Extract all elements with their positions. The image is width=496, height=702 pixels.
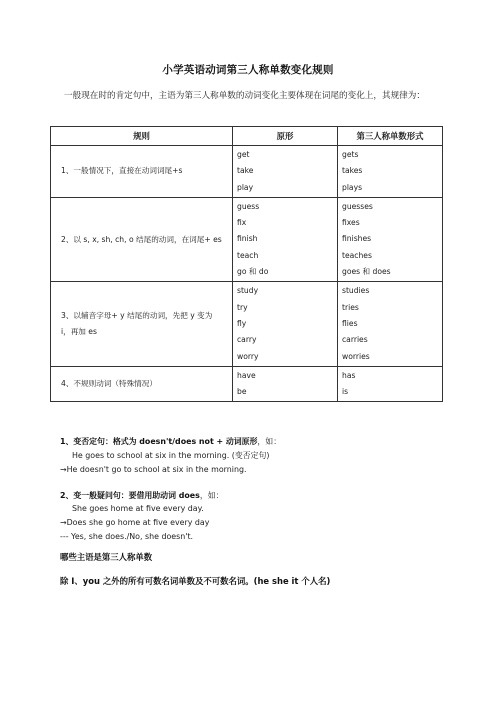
negative-example: He goes to school at six in the morning. (变否定句) bbox=[72, 451, 270, 460]
negative-suffix: ，如： bbox=[257, 437, 282, 446]
base-form: fix bbox=[237, 218, 247, 228]
base-form: fly bbox=[237, 318, 247, 328]
third-person-cell bbox=[338, 282, 443, 366]
base-form: get bbox=[237, 150, 250, 159]
negative-answer: →He doesn't go to school at six in the morning. bbox=[60, 465, 247, 474]
base-form: play bbox=[237, 182, 254, 192]
base-form-cell bbox=[233, 146, 338, 198]
question-example: She goes home at five every day. bbox=[72, 504, 204, 513]
negative-rule bbox=[60, 436, 281, 447]
third-person-form: fixes bbox=[342, 218, 360, 228]
question-answer: →Does she go home at five every day bbox=[60, 518, 210, 527]
base-form-cell bbox=[233, 282, 338, 366]
base-form: finish bbox=[237, 234, 258, 244]
third-person-form: flies bbox=[342, 318, 358, 328]
third-person-form: is bbox=[342, 387, 349, 397]
base-form: teach bbox=[237, 250, 259, 260]
third-person-form: studies bbox=[342, 286, 370, 296]
base-form: try bbox=[237, 302, 248, 312]
base-form: be bbox=[237, 387, 247, 397]
rule-cell: 1、一般情况下，直接在动词词尾+s bbox=[51, 146, 233, 198]
third-person-form: gets bbox=[342, 150, 359, 159]
table-header-row bbox=[51, 127, 443, 146]
base-form-cell bbox=[233, 197, 338, 281]
header-third-person: 第三人称单数形式 bbox=[338, 127, 443, 146]
third-person-form: worries bbox=[342, 351, 370, 361]
third-person-form: has bbox=[342, 370, 356, 380]
question-suffix: ，如： bbox=[199, 491, 224, 500]
base-form: study bbox=[237, 286, 259, 296]
table-row bbox=[51, 366, 443, 402]
table-row bbox=[51, 146, 443, 198]
question-heading: 2、变一般疑问句：要借用助动词 does bbox=[60, 491, 200, 500]
base-form: guess bbox=[237, 201, 260, 211]
third-person-form: finishes bbox=[342, 234, 372, 244]
third-person-subjects-text: 除 I、you 之外的所有可数名词单数及不可数名词。(he she it 个人名) bbox=[60, 576, 331, 586]
table-row bbox=[51, 197, 443, 281]
third-person-form: carries bbox=[342, 335, 368, 345]
question-rule bbox=[60, 490, 224, 501]
base-form: go 和 do bbox=[237, 267, 269, 277]
negative-heading: 1、变否定句：格式为 doesn't/does not + 动词原形 bbox=[60, 437, 258, 446]
base-form: take bbox=[237, 166, 254, 176]
header-rule: 规则 bbox=[51, 127, 233, 146]
document-title: 小学英语动词第三人称单数变化规则 bbox=[162, 64, 334, 76]
third-person-subjects-heading: 哪些主语是第三人称单数 bbox=[60, 552, 153, 562]
base-form: worry bbox=[237, 351, 259, 361]
third-person-cell bbox=[338, 366, 443, 402]
rule-cell: 3、以辅音字母+ y 结尾的动词，先把 y 变为 i，再加 es bbox=[51, 282, 233, 366]
third-person-form: plays bbox=[342, 182, 363, 192]
third-person-form: tries bbox=[342, 302, 359, 312]
question-reply: --- Yes, she does./No, she doesn't. bbox=[60, 532, 194, 541]
header-base: 原形 bbox=[233, 127, 338, 146]
third-person-form: guesses bbox=[342, 201, 373, 211]
third-person-form: takes bbox=[342, 166, 363, 176]
base-form-cell bbox=[233, 366, 338, 402]
base-form: have bbox=[237, 370, 256, 380]
third-person-cell bbox=[338, 197, 443, 281]
table-row bbox=[51, 282, 443, 366]
third-person-cell bbox=[338, 146, 443, 198]
third-person-form: goes 和 does bbox=[342, 267, 391, 277]
base-form: carry bbox=[237, 335, 257, 345]
third-person-form: teaches bbox=[342, 250, 372, 260]
intro-paragraph: 一般现在时的肯定句中，主语为第三人称单数的动词变化主要体现在词尾的变化上，其规律为： bbox=[64, 91, 425, 101]
rules-table bbox=[50, 126, 443, 402]
rule-cell: 2、以 s, x, sh, ch, o 结尾的动词，在词尾+ es bbox=[51, 197, 233, 281]
rule-cell: 4、不规则动词（特殊情况） bbox=[51, 366, 233, 402]
